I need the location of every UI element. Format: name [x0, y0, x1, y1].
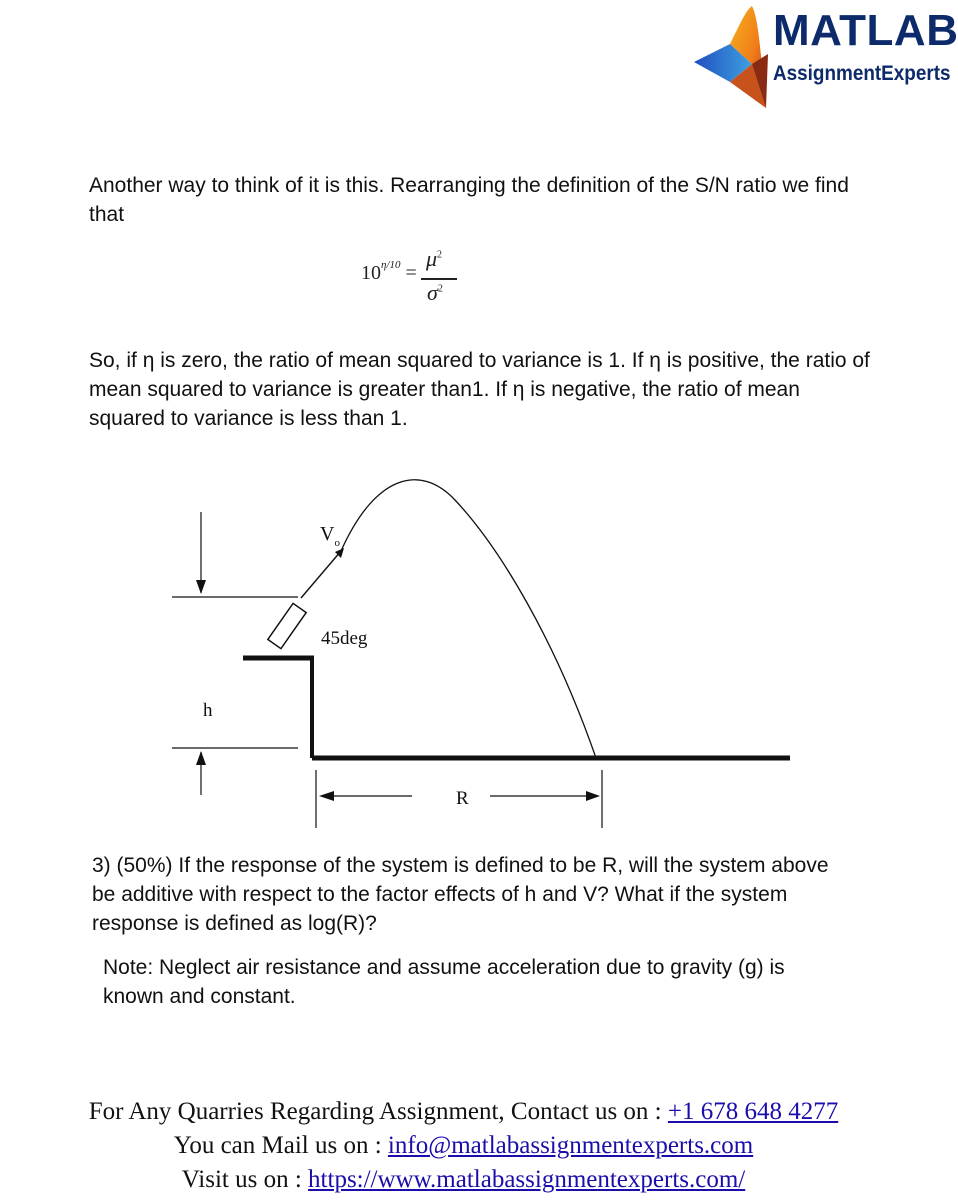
formula-numerator-power: 2	[437, 249, 443, 261]
logo-title: MATLAB	[773, 6, 958, 55]
projectile-diagram	[0, 460, 927, 840]
formula-sigma: σ	[427, 280, 438, 305]
formula-lhs	[361, 259, 417, 285]
launcher	[268, 603, 306, 648]
formula-equals: =	[405, 262, 417, 284]
question-paragraph: 3) (50%) If the response of the system is defined to be R, will the system above be additive with respect to the factor effects of h and V? What if the system response is defined as log(R)?	[92, 854, 829, 935]
formula-numerator	[426, 246, 442, 272]
footer-mail-line	[0, 1129, 927, 1163]
footer-visit-text: Visit us on :	[181, 1166, 309, 1193]
footer-contact-text: For Any Quarries Regarding Assignment, Contact us on :	[88, 1098, 668, 1125]
height-arrow-bottom-head	[196, 751, 206, 765]
footer	[0, 1095, 927, 1197]
velocity-arrow	[301, 551, 341, 598]
footer-contact-line	[0, 1095, 927, 1129]
intro-paragraph: Another way to think of it is this. Rearranging the definition of the S/N ratio we find that	[89, 174, 849, 226]
logo-subtitle: AssignmentExperts	[773, 62, 951, 85]
note-paragraph: Note: Neglect air resistance and assume acceleration due to gravity (g) is known and constant.	[103, 956, 785, 1008]
range-label: R	[456, 788, 469, 809]
formula-mu: μ	[426, 246, 438, 271]
sn-ratio-formula	[355, 240, 475, 320]
velocity-label-main: V	[320, 523, 335, 545]
website-link[interactable]: https://www.matlabassignmentexperts.com/	[308, 1166, 746, 1193]
velocity-label	[320, 523, 340, 549]
angle-label: 45deg	[321, 628, 368, 649]
velocity-label-subscript: o	[334, 537, 340, 549]
footer-mail-text: You can Mail us on :	[173, 1132, 388, 1159]
email-link[interactable]: info@matlabassignmentexperts.com	[387, 1132, 754, 1159]
formula-lhs-base: 10	[361, 262, 381, 284]
range-arrow-left-head	[319, 791, 334, 801]
formula-denominator	[427, 280, 443, 306]
height-arrow-top-head	[196, 580, 206, 594]
formula-lhs-exponent: η/10	[381, 259, 401, 272]
formula-denominator-power: 2	[437, 283, 443, 295]
phone-link[interactable]: +1 678 648 4277	[667, 1098, 839, 1125]
height-label: h	[203, 700, 213, 721]
footer-visit-line	[0, 1163, 927, 1197]
trajectory-curve	[341, 480, 596, 758]
range-arrow-right-head	[586, 791, 600, 801]
explanation-paragraph: So, if η is zero, the ratio of mean squared to variance is 1. If η is positive, the ratio of mean squared to variance is greater than1. If η is negative, the ratio of mean squared to variance is less than 1.	[89, 349, 870, 430]
